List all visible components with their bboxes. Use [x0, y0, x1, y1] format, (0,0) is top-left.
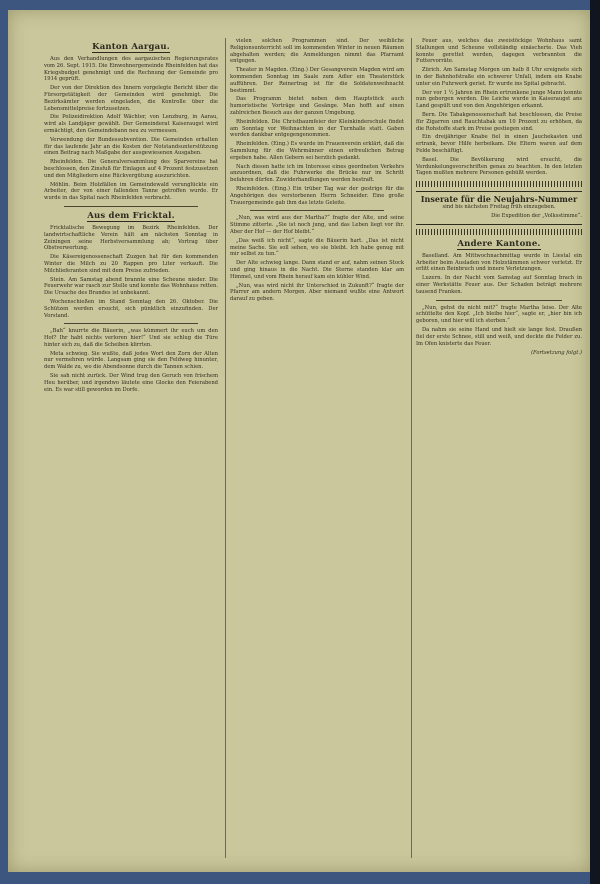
article-paragraph: Nach diesen hatte ich im Interesse eines geordneten Verkehrs anzuordnen, daß die Fuhrwerke die Brücke nur im Schritt befahren dürfen. Zuwiderhandlungen werden bestraft.: [230, 163, 404, 184]
ornamental-rule: [416, 229, 582, 235]
column-middle: [230, 38, 404, 858]
serial-paragraph: „Nun, was wird nicht ihr Unterschied in Zukunft?“ fragte der Pfarrer am andern Morgen. Aber niemand wußte eine Antwort darauf zu geben.: [230, 282, 404, 303]
book-edge: [590, 0, 600, 884]
article-paragraph: Die Käsereigenossenschaft Zuzgen hat für den kommenden Winter die Milch zu 20 Rappen pro Liter verkauft. Die Milchlieferanten sind mit dem Preise zufrieden.: [44, 254, 218, 274]
article-paragraph: Stein. Am Samstag abend brannte eine Scheune nieder. Die Feuerwehr war rasch zur Stelle und konnte das Wohnhaus retten. Die Ursache des Brandes ist unbekannt.: [44, 276, 218, 297]
article-paragraph: Rheinfelden. Die Generalversammlung des Sparvereins hat beschlossen, den Zinsfuß für Einlagen auf 4 Prozent festzusetzen und den Mitgliedern eine Rückvergütung auszurichten.: [44, 159, 218, 179]
article-paragraph: Das Programm bietet neben dem Hauptstück auch humoristische Vorträge und Gesänge. Man hofft auf einen zahlreichen Besuch aus der ganzen Umgebung.: [230, 96, 404, 116]
serial-paragraph: Da nahm sie seine Hand und hielt sie lange fest. Draußen fiel der erste Schnee, still und weiß, und deckte die Felder zu. Im Ofen knisterte das Feuer.: [416, 326, 582, 347]
article-paragraph: Rheinfelden. Die Christbaumfeier der Kleinkinderschule findet am Sonntag vor Weihnachten in der Turnhalle statt. Gaben werden dankbar entgegengenommen.: [230, 118, 404, 139]
serial-paragraph: „Bah“ knurrte die Bäuerin, „was kümmert ihr euch um den Hof? Ihr habt nichts verloren hier!“ Und sie schlug die Türe hinter sich zu, daß die Scheiben klirrten.: [44, 328, 218, 348]
article-paragraph: Der von der Direktion des Innern vorgelegte Bericht über die Fürsorgetätigkeit der Gemeinden wird genehmigt. Die Bezirksämter werden eingeladen, die Kontrolle über die Lebensmittelpreise fortzusetzen.: [44, 85, 218, 112]
serial-paragraph: Der Alte schwieg lange. Dann stand er auf, nahm seinen Stock und ging hinaus in die Nacht. Die Sterne standen klar am Himmel, und vom Rhein herauf kam ein kühler Wind.: [230, 260, 404, 280]
article-paragraph: Rheinfelden. (Eing.) Es wurde im Frauenverein erklärt, daß die Sammlung für die Wehrmänner einen erfreulichen Betrag ergeben habe. Allen Gebern sei herzlich gedankt.: [230, 141, 404, 161]
article-paragraph: Zürich. Am Samstag Morgen um halb 8 Uhr ereignete sich in der Bahnhofstraße ein schwerer Unfall, indem ein Knabe unter ein Fuhrwerk geriet. Er wurde ins Spital gebracht.: [416, 67, 582, 87]
column-left: [44, 38, 218, 858]
notice-box: [416, 191, 582, 225]
notice-signature: Die Expedition der „Volksstimme“.: [491, 212, 582, 219]
article-paragraph: Wochenschießen im Stand Sonntag den 26. Oktober. Die Schützen werden ersucht, sich pünktlich einzufinden. Der Vorstand.: [44, 298, 218, 319]
article-paragraph: Basel. Die Bevölkerung wird ersucht, die Verdunkelungsvorschriften genau zu beachten. In den letzten Tagen mußten mehrere Personen gebüßt werden.: [416, 156, 582, 177]
serial-paragraph: Sie sah nicht zurück. Der Wind trug den Geruch von frischem Heu herüber, und irgendwo läutete eine Glocke den Feierabend ein. Es war still geworden im Dorfe.: [44, 373, 218, 393]
section-heading: Aus dem Fricktal.: [87, 210, 175, 221]
serial-paragraph: Meta schwieg. Sie wußte, daß jedes Wort den Zorn der Alten nur vermehren würde. Langsam ging sie den Feldweg hinunter, dem Walde zu, wo die Abendsonne durch die Tannen schien.: [44, 350, 218, 371]
article-paragraph: Luzern. In der Nacht vom Samstag auf Sonntag brach in einer Werkstätte Feuer aus. Der Schaden beträgt mehrere tausend Franken.: [416, 275, 582, 295]
divider: [250, 210, 384, 211]
article-paragraph: Ein dreijähriger Knabe fiel in einen Jauchekasten und ertrank, bevor Hilfe herbeikam. Die Eltern waren auf dem Felde beschäftigt.: [416, 134, 582, 154]
divider: [64, 206, 198, 207]
divider: [436, 300, 562, 301]
ornamental-rule: [416, 181, 582, 187]
newspaper-page: [8, 10, 590, 872]
article-paragraph: Aus den Verhandlungen des aargauischen Regierungsrates vom 26. Sept. 1915. Die Einwohnergemeinde Rheinfelden hat das Kriegsbudget genehmigt und die Rechnung der Gemeinde pro 1914 geprüft.: [44, 56, 218, 83]
article-paragraph: Rheinfelden. (Eing.) Ein trüber Tag war der gestrige für die Angehörigen des verstorbenen Herrn Schneider. Eine große Trauergemeinde gab ihm das letzte Geleite.: [230, 185, 404, 206]
article-paragraph: Baselland. Am Mittwochnachmittag wurde in Liestal ein Arbeiter beim Ausladen von Holzstämmen schwer verletzt. Er erlitt einen Beinbruch und innere Verletzungen.: [416, 252, 582, 273]
column-rule: [225, 38, 226, 858]
article-paragraph: Fricktalische Bewegung im Bezirk Rheinfelden. Der landwirtschaftliche Verein hält am nächsten Sonntag in Zeiningen seine Herbstversammlung ab; Vortrag über Obstverwertung.: [44, 224, 218, 252]
continuation-note: (Fortsetzung folgt.): [530, 350, 582, 357]
column-rule: [411, 38, 412, 858]
notice-text: sind bis nächsten Freitag früh einzugeben.: [442, 204, 556, 211]
serial-paragraph: „Nun, was wird aus der Martha?“ fragte der Alte, und seine Stimme zitterte. „Sie ist noch jung, und das Leben liegt vor ihr. Aber der Hof — der Hof bleibt.“: [230, 215, 404, 235]
divider: [64, 323, 198, 324]
article-paragraph: Bern. Die Tabakgenossenschaft hat beschlossen, die Preise für Zigarren und Rauchtabak um 10 Prozent zu erhöhen, da die Rohstoffe stark im Preise gestiegen sind.: [416, 111, 582, 132]
column-right: [416, 38, 582, 858]
article-paragraph: Theater in Magden. (Eing.) Der Gesangverein Magden wird am kommenden Sonntag im Saale zum Adler ein Theaterstück aufführen. Der Reinertrag ist für die Soldatenweihnacht bestimmt.: [230, 67, 404, 94]
serial-paragraph: „Nun, gehst du nicht mit?“ fragte Martha leise. Der Alte schüttelte den Kopf. „Ich bleibe hier“, sagte er, „hier bin ich geboren, und hier will ich sterben.“: [416, 304, 582, 325]
article-paragraph: vielen solchen Programmen sind. Der weibliche Religionsunterricht soll im kommenden Winter in neuen Räumen abgehalten werden; die Anmeldungen nimmt das Pfarramt entgegen.: [230, 38, 404, 65]
article-paragraph: Verwendung der Bundessubvention. Die Gemeinden erhalten für das laufende Jahr an die Kosten der Notstandsunterstützung einen Beitrag nach Maßgabe der ausgewiesenen Ausgaben.: [44, 136, 218, 157]
article-paragraph: Die Polizeidirektion Adolf Wächter, von Lenzburg, in Aarau, wird als Landjäger gewählt. Der Gemeinderat Kaiseraugst wird ermächtigt, den Gemeindebann neu zu vermessen.: [44, 114, 218, 134]
article-paragraph: Feuer aus, welches das zweistöckige Wohnhaus samt Stallungen und Scheune vollständig einäscherte. Das Vieh konnte gerettet werden, dagegen verbrannten die Futtervorräte.: [416, 38, 582, 65]
article-paragraph: Möhlin. Beim Holzfällen im Gemeindewald verunglückte ein Arbeiter, der von einer fallenden Tanne getroffen wurde. Er wurde in das Spital nach Rheinfelden verbracht.: [44, 181, 218, 202]
section-heading: Kanton Aargau.: [92, 42, 170, 52]
notice-title: Inserate für die Neujahrs-Nummer: [420, 194, 578, 205]
section-heading: Andere Kantone.: [457, 238, 541, 249]
article-paragraph: Der vor 1 ½ Jahren im Rhein ertrunkene junge Mann konnte nun geborgen werden. Die Leiche wurde in Kaiseraugst ans Land gespült und von den Angehörigen erkannt.: [416, 89, 582, 110]
serial-paragraph: „Das weiß ich nicht“, sagte die Bäuerin hart. „Das ist nicht meine Sache. Sie soll sehen, wo sie bleibt. Ich habe genug mit mir selbst zu tun.“: [230, 237, 404, 258]
